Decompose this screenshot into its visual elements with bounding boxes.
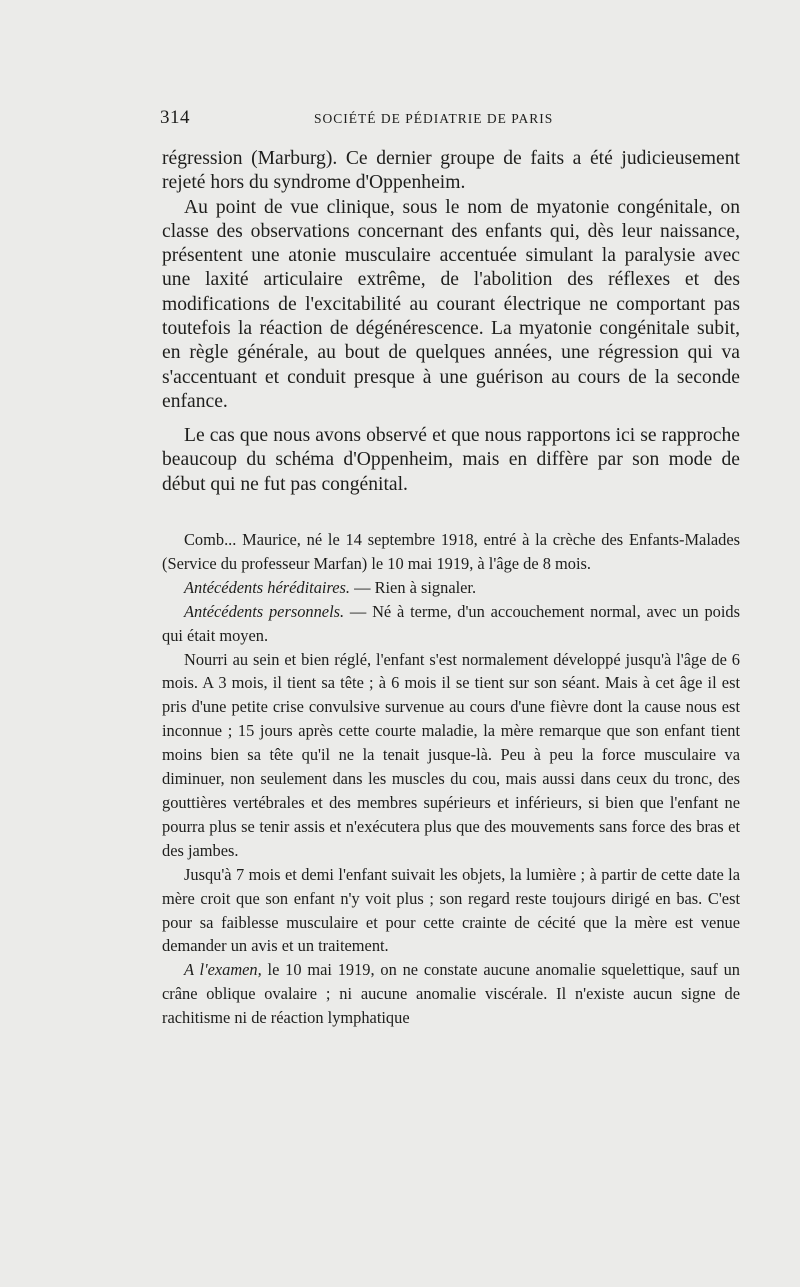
intro-block — [162, 147, 740, 414]
case-summary-block — [162, 424, 740, 497]
paragraph-examination — [162, 958, 740, 1030]
personal-history-label: Antécédents personnels. — [184, 601, 345, 621]
paragraph-case-summary: Le cas que nous avons observé et que nous rapportons ici se rapproche beaucoup du schéma d'Oppenheim, mais en diffère par son mode de début qui ne fut pas congénital. — [162, 425, 740, 495]
hereditary-history-label: Antécédents héréditaires. — [184, 577, 350, 597]
paragraph-personal-history — [162, 600, 740, 648]
case-report-block — [162, 528, 740, 1030]
paragraph-development: Nourri au sein et bien réglé, l'enfant s'est normalement développé jusqu'à l'âge de 6 mois. A 3 mois, il tient sa tête ; à 6 mois il se tient sur son séant. Mais à cet âge il est pris d'une petite crise convulsive survenue au cours d'une fièvre dont la cause nous est inconnue ; 15 jours après cette courte maladie, la mère remarque que son enfant tient moins bien sa tête qu'il ne la tenait jusque-là. Peu à peu la force musculaire va diminuer, non seulement dans les muscles du cou, mais aussi dans ceux du tronc, des gouttières vertébrales et des membres supérieurs et inférieurs, si bien que l'enfant ne pourra plus se tenir assis et n'exécutera plus que des mouvements sans force des bras et des jambes. — [162, 649, 740, 860]
personal-history-text: — Né à terme, d'un accouchement normal, avec un poids qui était moyen. — [162, 601, 741, 645]
paragraph-clinical-definition: Au point de vue clinique, sous le nom de myatonie congénitale, on classe des observations concernant des enfants qui, dès leur naissance, présentent une atonie musculaire accentuée simulant la paralysie avec une laxité articulaire extrême, de l'abolition des réflexes et des modifications de l'excitabilité au courant électrique ne comportant pas toutefois la réaction de dégénérescence. La myatonie congénitale subit, en règle générale, au bout de quelques années, une régression qui va s'accentuant et conduit presque à une guérison au cours de la seconde enfance. — [162, 196, 740, 412]
paragraph-hereditary-history — [162, 576, 740, 600]
hereditary-history-text: — Rien à signaler. — [349, 577, 477, 597]
examination-text: le 10 mai 1919, on ne constate aucune anomalie squelettique, sauf un crâne oblique ovalaire ; ni aucune anomalie viscérale. Il n'existe aucun signe de rachitisme ni de réaction lymphatique — [162, 960, 741, 1028]
paragraph-marburg-regression: régression (Marburg). Ce dernier groupe de faits a été judicieusement rejeté hors du syndrome d'Oppenheim. — [162, 148, 740, 194]
page-number: 314 — [160, 107, 190, 128]
examination-label: A l'examen, — [184, 960, 262, 980]
paragraph-patient-identity: Comb... Maurice, né le 14 septembre 1918, entré à la crèche des Enfants-Malades (Service du professeur Marfan) le 10 mai 1919, à l'âge de 8 mois. — [162, 530, 740, 573]
page-header — [160, 107, 740, 129]
running-title: SOCIÉTÉ DE PÉDIATRIE DE PARIS — [314, 111, 554, 126]
paragraph-vision: Jusqu'à 7 mois et demi l'enfant suivait les objets, la lumière ; à partir de cette date la mère croit que son enfant n'y voit plus ; son regard reste toujours dirigé en bas. C'est pour sa faiblesse musculaire et pour cette crainte de cécité que la mère est venue demander un avis et un traitement. — [162, 864, 740, 956]
